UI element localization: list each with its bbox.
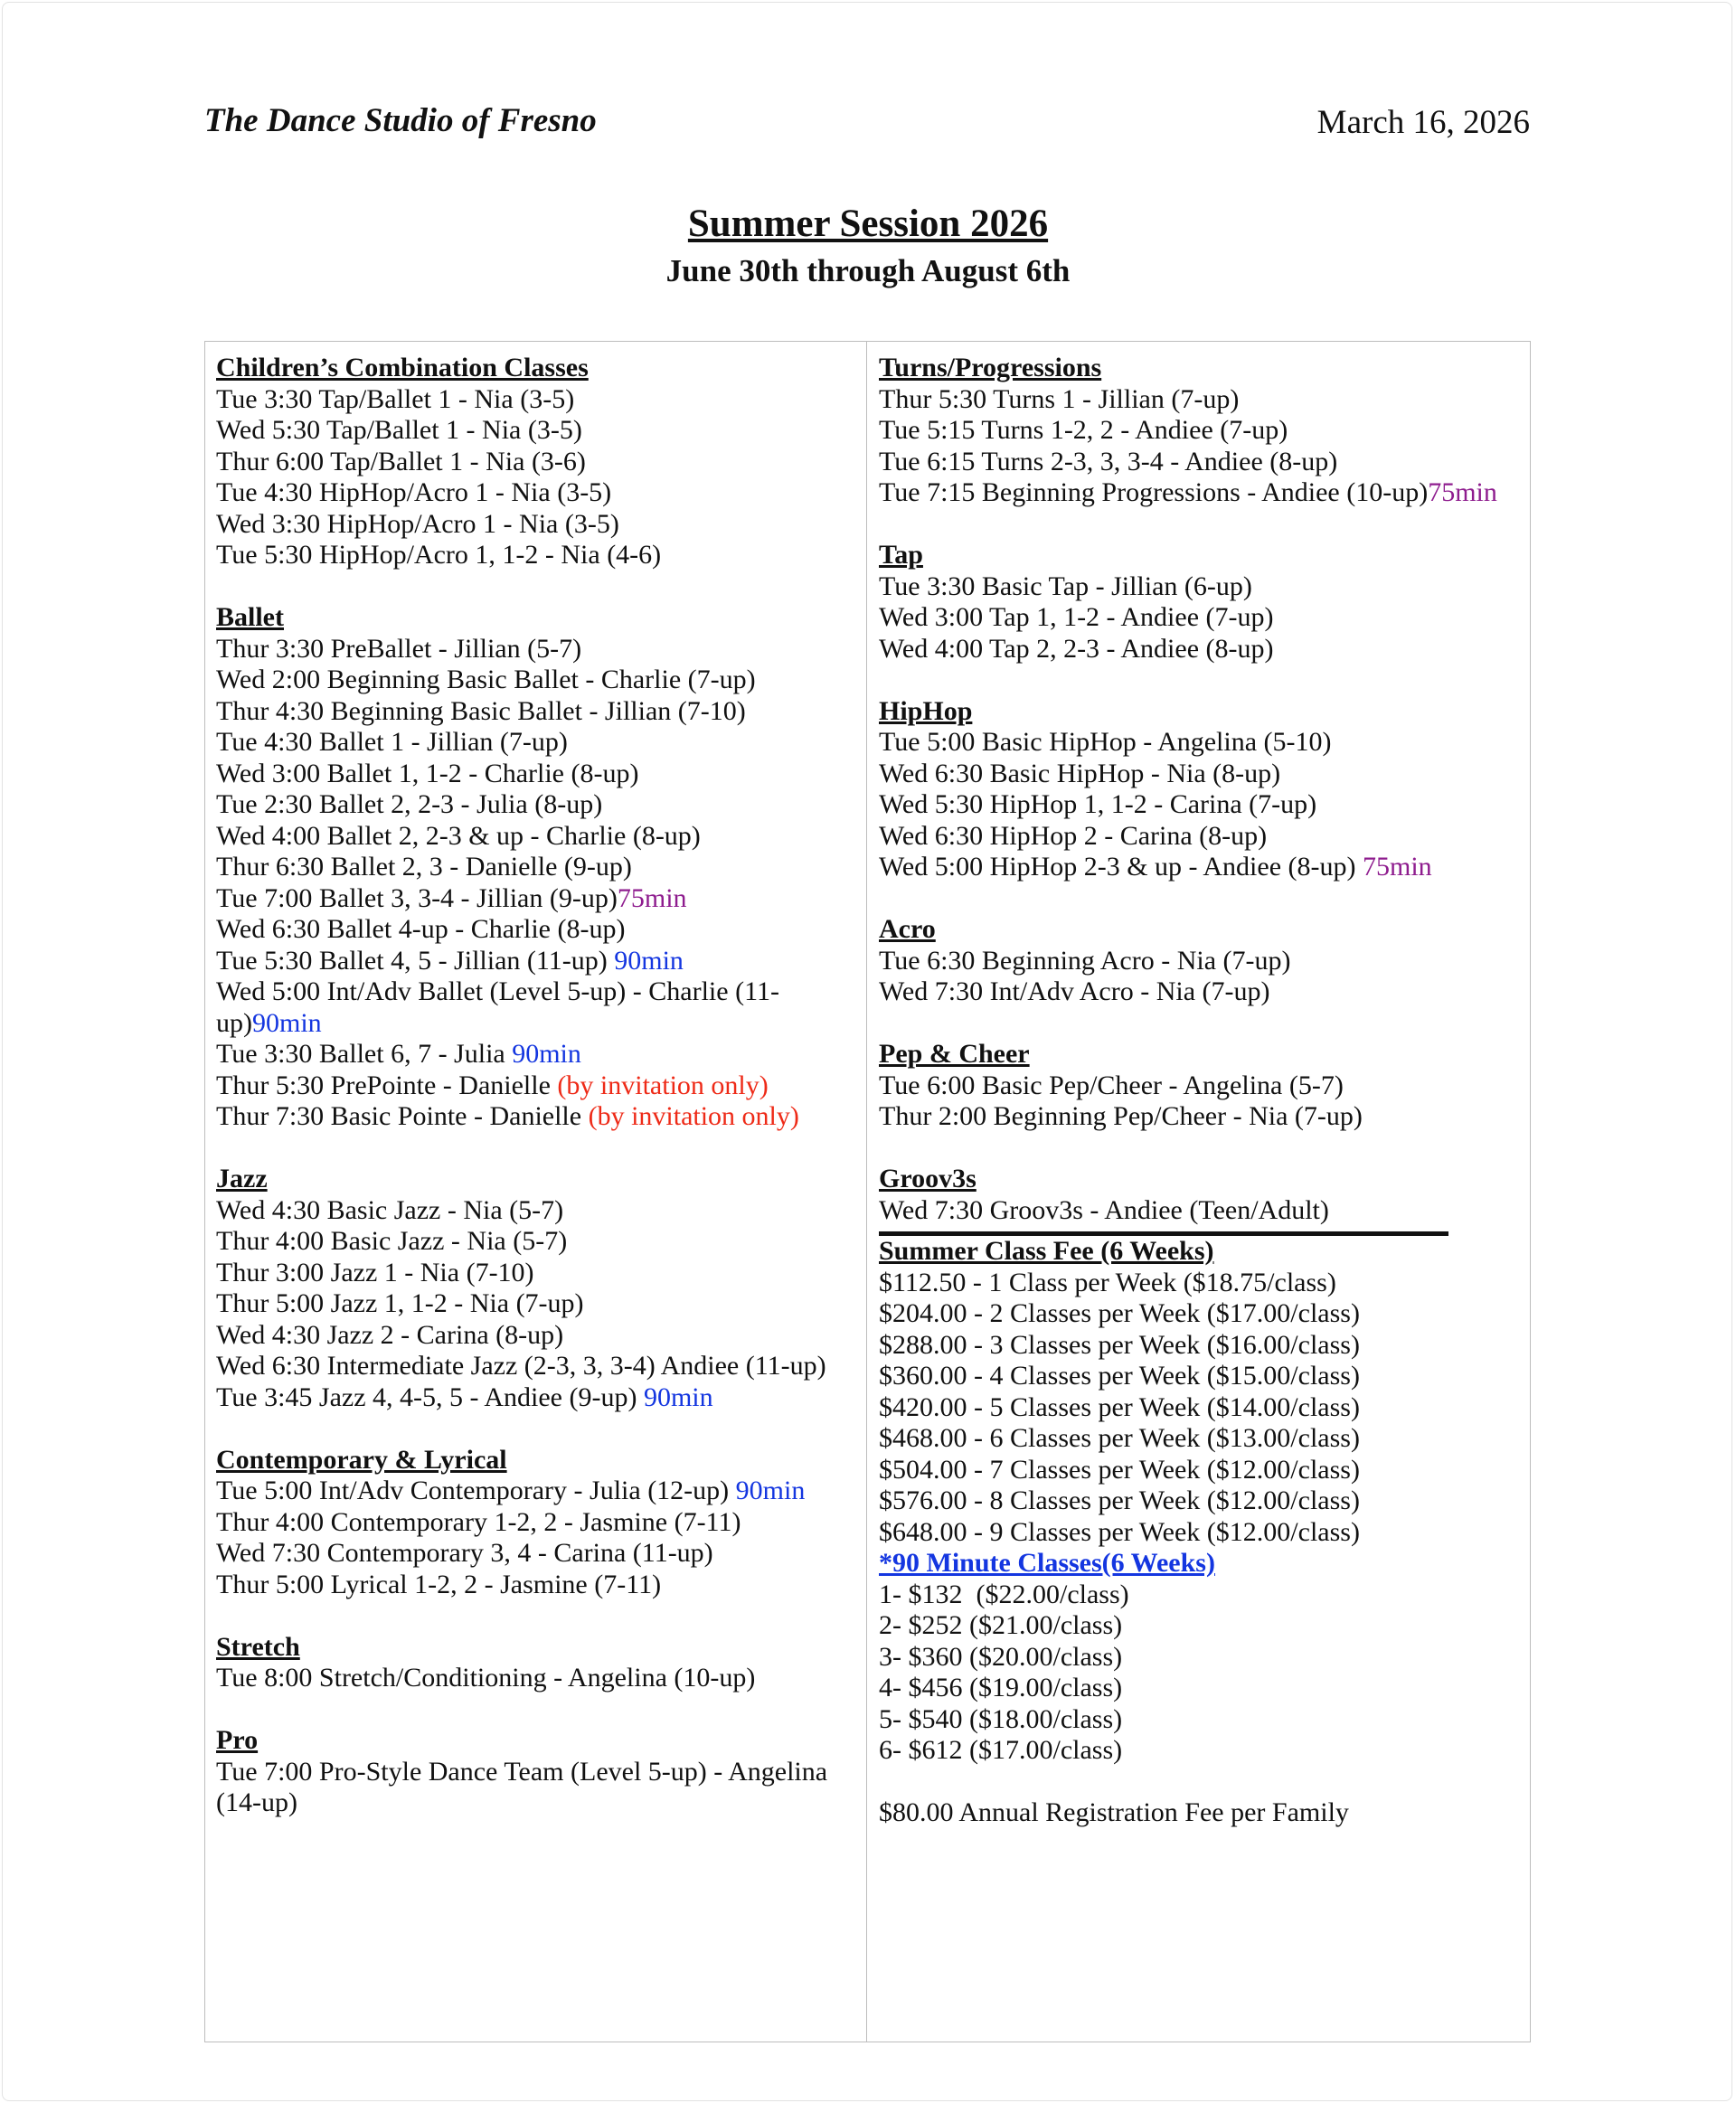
jazz-class-list bbox=[216, 1195, 863, 1414]
class-line: Wed 7:30 Groov3s - Andiee (Teen/Adult) bbox=[879, 1194, 1329, 1225]
section-heading-contemporary: Contemporary & Lyrical bbox=[216, 1444, 507, 1475]
left-column bbox=[216, 353, 863, 1819]
column-divider bbox=[866, 341, 867, 2042]
class-line: Wed 2:00 Beginning Basic Ballet - Charlie (7-up) bbox=[216, 665, 756, 694]
class-line: Wed 4:00 Tap 2, 2-3 - Andiee (8-up) bbox=[879, 633, 1274, 664]
class-line bbox=[216, 1101, 863, 1133]
fee-line: 2- $252 ($21.00/class) bbox=[879, 1610, 1123, 1640]
class-line: Tue 5:30 HipHop/Acro 1, 1-2 - Nia (4-6) bbox=[216, 540, 662, 570]
section-heading-childrens: Children’s Combination Classes bbox=[216, 353, 589, 382]
class-line: Wed 7:30 Contemporary 3, 4 - Carina (11-up) bbox=[216, 1538, 713, 1568]
fee-line: $468.00 - 6 Classes per Week ($13.00/class) bbox=[879, 1423, 1360, 1453]
class-line: Thur 6:30 Ballet 2, 3 - Danielle (9-up) bbox=[216, 852, 632, 882]
fee-line: $504.00 - 7 Classes per Week ($12.00/class) bbox=[879, 1454, 1360, 1485]
class-line: Tue 8:00 Stretch/Conditioning - Angelina (10-up) bbox=[216, 1663, 756, 1693]
class-line: Thur 4:00 Basic Jazz - Nia (5-7) bbox=[216, 1226, 568, 1256]
invitation-note: (by invitation only) bbox=[588, 1101, 799, 1131]
class-line: Tue 4:30 HipHop/Acro 1 - Nia (3-5) bbox=[216, 477, 612, 507]
class-line: Thur 5:00 Jazz 1, 1-2 - Nia (7-up) bbox=[216, 1288, 584, 1318]
section-heading-pro: Pro bbox=[216, 1725, 259, 1755]
class-line: Thur 6:00 Tap/Ballet 1 - Nia (3-6) bbox=[216, 446, 586, 476]
pep-class-list bbox=[879, 1070, 1512, 1133]
section-heading-groov3s: Groov3s bbox=[879, 1164, 976, 1193]
ninety-minute-heading: *90 Minute Classes(6 Weeks) bbox=[879, 1548, 1215, 1578]
class-line: Wed 6:30 HipHop 2 - Carina (8-up) bbox=[879, 820, 1268, 851]
section-heading-pep-cheer: Pep & Cheer bbox=[879, 1039, 1030, 1069]
class-text: Tue 5:30 Ballet 4, 5 - Jillian (11-up) bbox=[216, 945, 608, 976]
section-heading-fees: Summer Class Fee (6 Weeks) bbox=[879, 1236, 1214, 1266]
class-text: Tue 3:45 Jazz 4, 4-5, 5 - Andiee (9-up) bbox=[216, 1382, 637, 1412]
class-line: Tue 6:15 Turns 2-3, 3, 3-4 - Andiee (8-up) bbox=[879, 446, 1338, 476]
class-line: Wed 6:30 Ballet 4-up - Charlie (8-up) bbox=[216, 914, 626, 944]
class-line: Wed 6:30 Intermediate Jazz (2-3, 3, 3-4) Andiee (11-up) bbox=[216, 1351, 826, 1381]
fee-line: 4- $456 ($19.00/class) bbox=[879, 1673, 1123, 1702]
ninety-minute-fee-list bbox=[879, 1580, 1512, 1767]
studio-name: The Dance Studio of Fresno bbox=[204, 102, 597, 139]
class-line bbox=[216, 946, 863, 977]
class-text: Thur 7:30 Basic Pointe - Danielle bbox=[216, 1101, 582, 1131]
class-line: Wed 3:30 HipHop/Acro 1 - Nia (3-5) bbox=[216, 508, 619, 539]
section-heading-turns: Turns/Progressions bbox=[879, 353, 1102, 382]
class-line bbox=[879, 477, 1512, 509]
class-line: Thur 2:00 Beginning Pep/Cheer - Nia (7-up) bbox=[879, 1101, 1363, 1131]
class-text: Tue 5:00 Int/Adv Contemporary - Julia (12-up) bbox=[216, 1476, 730, 1505]
class-text: Tue 7:15 Beginning Progressions - Andiee (10-up) bbox=[879, 477, 1429, 507]
class-line: Tue 5:15 Turns 1-2, 2 - Andiee (7-up) bbox=[879, 415, 1288, 445]
fee-line: $360.00 - 4 Classes per Week ($15.00/class) bbox=[879, 1361, 1360, 1391]
invitation-note: (by invitation only) bbox=[557, 1070, 769, 1100]
class-line: Thur 5:00 Lyrical 1-2, 2 - Jasmine (7-11) bbox=[216, 1569, 662, 1599]
turns-class-list bbox=[879, 384, 1512, 509]
class-line: Wed 4:00 Ballet 2, 2-3 & up - Charlie (8-up) bbox=[216, 820, 701, 851]
class-line bbox=[216, 883, 863, 915]
class-line bbox=[879, 852, 1512, 883]
duration-note: 90min bbox=[643, 1382, 713, 1412]
class-line: Thur 3:00 Jazz 1 - Nia (7-10) bbox=[216, 1257, 534, 1287]
duration-note: 90min bbox=[512, 1039, 581, 1069]
page-title: Summer Session 2026 bbox=[687, 203, 1049, 245]
hiphop-class-list bbox=[879, 727, 1512, 883]
fee-list bbox=[879, 1268, 1512, 1549]
session-dates: June 30th through August 6th bbox=[665, 253, 1071, 288]
class-line: Tue 4:30 Ballet 1 - Jillian (7-up) bbox=[216, 727, 568, 757]
fee-line: $420.00 - 5 Classes per Week ($14.00/class) bbox=[879, 1391, 1360, 1422]
class-line: Tue 6:00 Basic Pep/Cheer - Angelina (5-7) bbox=[879, 1070, 1344, 1100]
section-heading-tap: Tap bbox=[879, 540, 923, 570]
contemporary-class-list bbox=[216, 1476, 863, 1600]
class-line: Tue 6:30 Beginning Acro - Nia (7-up) bbox=[879, 945, 1291, 976]
class-line bbox=[216, 1070, 863, 1102]
fee-line: $204.00 - 2 Classes per Week ($17.00/class) bbox=[879, 1298, 1360, 1328]
section-heading-ballet: Ballet bbox=[216, 602, 284, 632]
section-heading-hiphop: HipHop bbox=[879, 695, 973, 726]
acro-class-list bbox=[879, 946, 1512, 1008]
right-column bbox=[879, 353, 1512, 1829]
class-line: Wed 3:00 Tap 1, 1-2 - Andiee (7-up) bbox=[879, 602, 1274, 632]
class-text: Tue 3:30 Ballet 6, 7 - Julia bbox=[216, 1039, 505, 1069]
duration-note: 75min bbox=[617, 882, 687, 913]
duration-note: 90min bbox=[735, 1476, 806, 1505]
class-line: Tue 2:30 Ballet 2, 2-3 - Julia (8-up) bbox=[216, 789, 603, 819]
ballet-class-list bbox=[216, 634, 863, 1133]
fee-line: $576.00 - 8 Classes per Week ($12.00/class) bbox=[879, 1485, 1360, 1515]
class-line: Wed 3:00 Ballet 1, 1-2 - Charlie (8-up) bbox=[216, 758, 639, 788]
fee-line: 1- $132 ($22.00/class) bbox=[879, 1579, 1129, 1609]
duration-note: 75min bbox=[1363, 852, 1432, 882]
fee-line: $112.50 - 1 Class per Week ($18.75/class) bbox=[879, 1267, 1336, 1297]
class-line: Thur 4:30 Beginning Basic Ballet - Jillian (7-10) bbox=[216, 695, 746, 726]
class-line: Wed 5:30 Tap/Ballet 1 - Nia (3-5) bbox=[216, 415, 582, 445]
fee-line: 6- $612 ($17.00/class) bbox=[879, 1735, 1123, 1765]
class-line: Thur 4:00 Contemporary 1-2, 2 - Jasmine (7-11) bbox=[216, 1506, 741, 1537]
class-text: Tue 7:00 Ballet 3, 3-4 - Jillian (9-up) bbox=[216, 882, 618, 913]
class-line: Wed 4:30 Jazz 2 - Carina (8-up) bbox=[216, 1319, 564, 1350]
class-line: Wed 4:30 Basic Jazz - Nia (5-7) bbox=[216, 1194, 564, 1225]
fee-line: $648.00 - 9 Classes per Week ($12.00/class) bbox=[879, 1516, 1360, 1547]
class-line bbox=[216, 1039, 863, 1070]
fee-line: 5- $540 ($18.00/class) bbox=[879, 1703, 1123, 1734]
class-text: Wed 5:00 HipHop 2-3 & up - Andiee (8-up) bbox=[879, 852, 1356, 882]
duration-note: 75min bbox=[1428, 477, 1497, 507]
class-line: Tue 5:00 Basic HipHop - Angelina (5-10) bbox=[879, 727, 1332, 757]
class-text: Thur 5:30 PrePointe - Danielle bbox=[216, 1070, 551, 1100]
class-text: Wed 5:00 Int/Adv Ballet (Level 5-up) - Charlie (11-up) bbox=[216, 976, 779, 1038]
class-line: Wed 7:30 Int/Adv Acro - Nia (7-up) bbox=[879, 976, 1270, 1006]
class-line bbox=[216, 1476, 863, 1507]
document-date: March 16, 2026 bbox=[1316, 104, 1530, 141]
duration-note: 90min bbox=[252, 1007, 322, 1038]
class-line: Thur 5:30 Turns 1 - Jillian (7-up) bbox=[879, 383, 1240, 414]
section-heading-acro: Acro bbox=[879, 914, 936, 944]
class-line: Tue 7:00 Pro-Style Dance Team (Level 5-up) - Angelina (14-up) bbox=[216, 1756, 828, 1817]
section-heading-stretch: Stretch bbox=[216, 1631, 300, 1662]
class-line: Thur 3:30 PreBallet - Jillian (5-7) bbox=[216, 633, 582, 664]
registration-fee: $80.00 Annual Registration Fee per Family bbox=[879, 1797, 1349, 1827]
fee-line: $288.00 - 3 Classes per Week ($16.00/class) bbox=[879, 1329, 1360, 1360]
childrens-class-list bbox=[216, 384, 863, 571]
fee-line: 3- $360 ($20.00/class) bbox=[879, 1641, 1123, 1672]
class-line: Wed 6:30 Basic HipHop - Nia (8-up) bbox=[879, 758, 1281, 788]
duration-note: 90min bbox=[614, 945, 684, 976]
class-line bbox=[216, 1382, 863, 1414]
class-line bbox=[216, 976, 863, 1039]
class-line: Wed 5:30 HipHop 1, 1-2 - Carina (7-up) bbox=[879, 789, 1317, 819]
tap-class-list bbox=[879, 571, 1512, 665]
section-heading-jazz: Jazz bbox=[216, 1164, 268, 1193]
class-line: Tue 3:30 Tap/Ballet 1 - Nia (3-5) bbox=[216, 383, 575, 414]
class-line: Tue 3:30 Basic Tap - Jillian (6-up) bbox=[879, 571, 1252, 601]
